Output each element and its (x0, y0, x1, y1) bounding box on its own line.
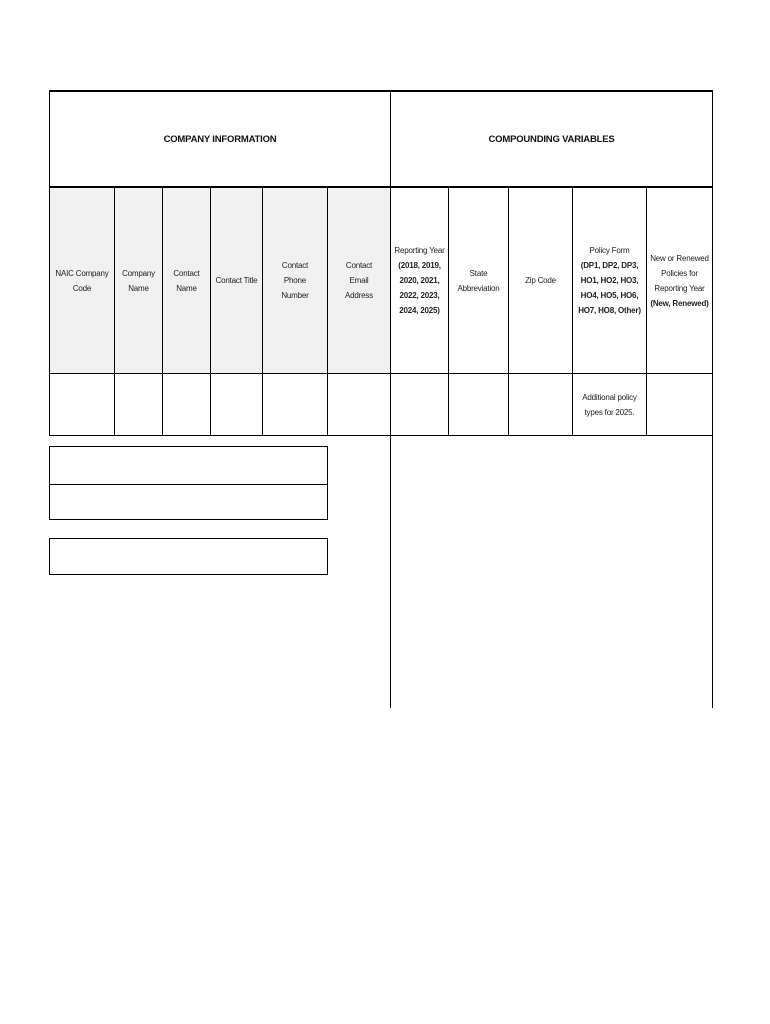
new-or-renewed-label: New or Renewed Policies for Reporting Year (650, 253, 709, 293)
policy-form-label: Policy Form (589, 246, 630, 255)
contact-email-header: Contact Email Address (345, 261, 373, 300)
table-bottom-border (49, 435, 713, 436)
policy-form-note: Additional policy types for 2025. (582, 392, 637, 417)
company-information-title: COMPANY INFORMATION (163, 133, 277, 145)
blank-box (49, 484, 328, 520)
state-abbreviation-header: State Abbreviation (457, 268, 500, 293)
naic-company-code-header: NAIC Company Code (55, 268, 109, 293)
blank-box (49, 446, 328, 485)
policy-form-values: (DP1, DP2, DP3, HO1, HO2, HO3, HO4, HO5, HO6, HO7, HO8, Other) (578, 261, 641, 315)
reporting-year-header (391, 188, 448, 373)
new-or-renewed-values: (New, Renewed) (650, 298, 709, 308)
contact-phone-header: Contact Phone Number (281, 261, 309, 300)
company-name-header: Company Name (122, 268, 155, 293)
contact-title-header: Contact Title (215, 276, 258, 285)
reporting-year-label: Reporting Year (394, 246, 445, 255)
new-or-renewed-header (647, 188, 712, 373)
blank-box (49, 538, 328, 575)
zip-code-header: Zip Code (525, 276, 556, 285)
table-right-border (712, 90, 713, 708)
compounding-variables-title: COMPOUNDING VARIABLES (488, 133, 615, 145)
contact-name-header: Contact Name (173, 268, 200, 293)
policy-form-header (573, 188, 646, 373)
reporting-year-values: (2018, 2019, 2020, 2021, 2022, 2023, 2024, 2025) (398, 261, 441, 315)
